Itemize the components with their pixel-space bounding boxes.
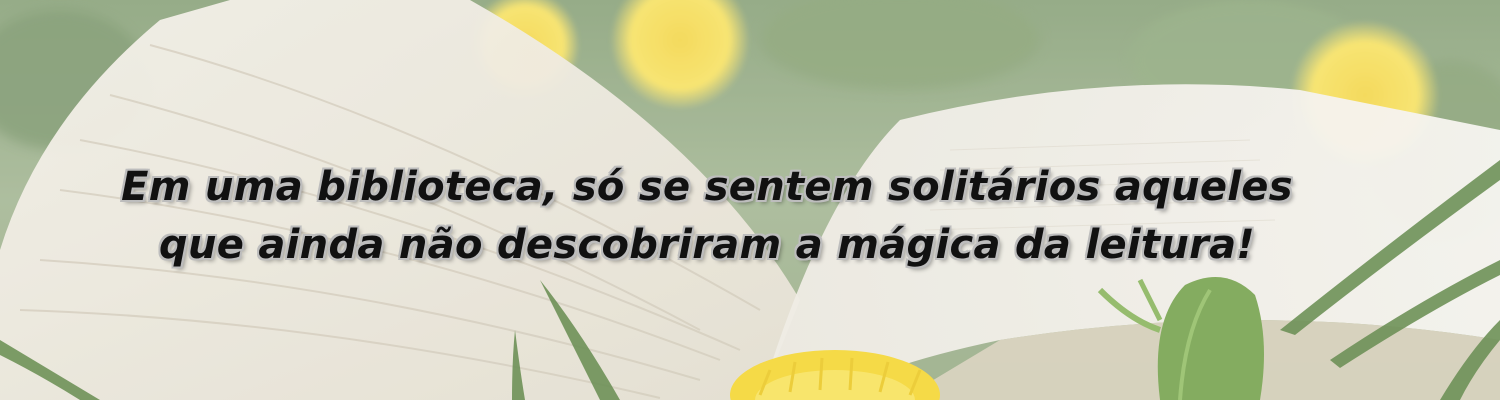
quote-text bbox=[0, 158, 1414, 274]
quote-line-1: Em uma biblioteca, só se sentem solitários aqueles bbox=[121, 164, 1293, 210]
quote-line-2: que ainda não descobriram a mágica da leitura! bbox=[159, 222, 1255, 268]
